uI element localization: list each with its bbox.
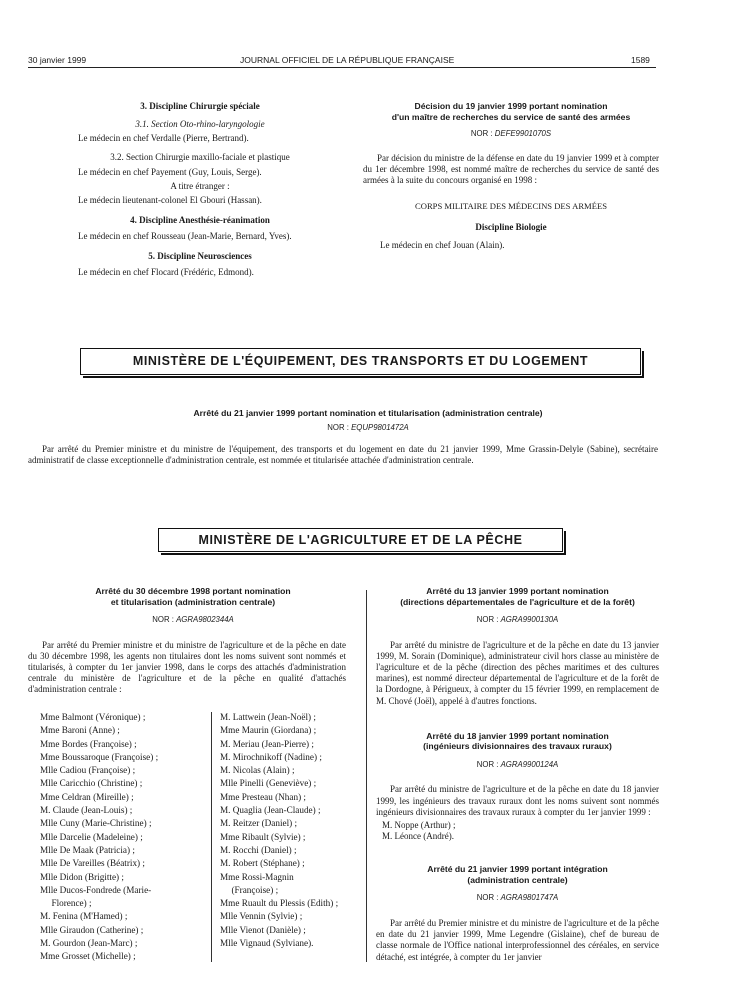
names-divider (211, 712, 212, 962)
name-list-item: Mlle Caricchio (Christine) ; (40, 778, 143, 789)
decision-title-line2: d'un maître de recherches du service de santé des armées (391, 111, 631, 122)
name-list-item: Mme Celdran (Mireille) ; (40, 791, 134, 802)
name-list-item: Mlle De Vareilles (Béatrix) ; (40, 858, 145, 869)
journal-title: JOURNAL OFFICIEL DE LA RÉPUBLIQUE FRANÇAISE (240, 55, 455, 65)
top-left-line: 3. Discipline Chirurgie spéciale (140, 101, 260, 111)
nor-label: NOR : (476, 893, 499, 903)
ministry-agriculture-box (158, 528, 563, 552)
arrete-18jan-title-line1: Arrêté du 18 janvier 1999 portant nomination (426, 730, 609, 741)
name-list-item: M. Nicolas (Alain) ; (220, 765, 295, 776)
top-left-line: Le médecin lieutenant-colonel El Gbouri (Hassan). (78, 194, 262, 205)
arrete-equip-title: Arrêté du 21 janvier 1999 portant nomination et titularisation (administration centrale) (193, 408, 543, 418)
arrete-18jan-nor (376, 759, 659, 772)
nor-label: NOR : (327, 423, 349, 432)
decision-paragraph: Par décision du ministre de la défense en date du 19 janvier 1999 et à compter du 1er décembre 1998, est nommé maître de recherches du service de santé des armées à la suite du concours organisé en 1998 : (363, 152, 659, 185)
name-list-item: M. Reitzer (Daniel) ; (220, 818, 298, 829)
name-list-item: Mlle Cuny (Marie-Christine) ; (40, 818, 152, 829)
name-list-item: Florence) ; (40, 898, 92, 909)
name-list-item: M. Claude (Jean-Louis) ; (40, 805, 133, 816)
arrete-30dec-nor (28, 614, 358, 627)
column-divider (366, 590, 367, 962)
header-date: 30 janvier 1999 (28, 55, 87, 65)
arrete-21jan-title-line1: Arrêté du 21 janvier 1999 portant intégration (427, 864, 608, 875)
ministry-equipement-box (80, 348, 641, 375)
name-list-item: Mme Maurin (Giordana) ; (220, 725, 317, 736)
ministry-equipement-title: MINISTÈRE DE L'ÉQUIPEMENT, DES TRANSPORTS ET DU LOGEMENT (132, 354, 589, 368)
name-list-item: M. Meriau (Jean-Pierre) ; (220, 738, 314, 749)
arrete-equip-nor (28, 423, 708, 432)
name-list-item: Mlle Giraudon (Catherine) ; (40, 924, 144, 935)
name-list-item: Mlle Cadiou (Françoise) ; (40, 765, 136, 776)
nor-label: NOR : (476, 759, 499, 769)
name-list-item: M. Fenina (M'Hamed) ; (40, 911, 128, 922)
name-list-item: Mme Ribault (Sylvie) ; (220, 831, 306, 842)
arrete-18jan-name2: M. Léonce (André). (382, 831, 454, 842)
top-left-line: 3.2. Section Chirurgie maxillo-faciale et plastique (110, 151, 290, 162)
top-left-line: Le médecin en chef Verdalle (Pierre, Bertrand). (78, 133, 249, 144)
nor-code: AGRA9900124A (500, 759, 559, 769)
decision-nor (363, 128, 659, 141)
right-column-bottom (376, 586, 659, 963)
name-list-item: Mme Balmont (Véronique) ; (40, 712, 146, 722)
name-list-item: Mme Rossi-Magnin (220, 871, 294, 882)
top-left-line: Le médecin en chef Payement (Guy, Louis, Serge). (78, 167, 262, 178)
arrete-30dec-paragraph: Par arrêté du Premier ministre et du ministre de l'agriculture et de la pêche en date du 30 décembre 1998, les agents non titulaires dont les noms suivent sont nommés et titularisés, à compter du 1er janvier 1998, dans le corps des attachés d'administration centrale du ministère de l'agriculture et de la pêche en qualité d'attachés d'administration centrale : (28, 639, 346, 695)
name-list-item: (Françoise) ; (220, 884, 279, 895)
arrete-30dec-title-line2: et titularisation (administration centrale) (110, 596, 276, 607)
decision-section (363, 101, 659, 252)
name-list-item: Mme Bordes (Françoise) ; (40, 738, 137, 749)
nor-code: EQUP9801472A (351, 423, 409, 432)
arrete-equip-paragraph: Par arrêté du Premier ministre et du ministre de l'équipement, des transports et du logement en date du 21 janvier 1999, Mme Grassin-Delyle (Sabine), secrétaire administratif de classe exceptionnelle d'administration centrale, est nommée et titularisée attachée d'administration centrale. (28, 444, 658, 466)
decision-title-line1: Décision du 19 janvier 1999 portant nomination (414, 101, 608, 111)
top-left-line: 4. Discipline Anesthésie-réanimation (130, 215, 270, 226)
top-left-line: 5. Discipline Neurosciences (148, 251, 252, 262)
name-list-item: Mlle Vennin (Sylvie) ; (220, 911, 303, 922)
arrete-13jan-paragraph: Par arrêté du ministre de l'agriculture et de la pêche en date du 13 janvier 1999, M. Sorain (Dominique), administrateur civil hors classe au ministère de l'agriculture et de la pêche (direction des pêches maritimes et des cultures marines), est nommé directeur départemental de l'agriculture et de la forêt de la Dordogne, à Périgueux, à compter du 15 février 1999, en remplacement de M. Chové (Joël), appelé à d'autres fonctions. (376, 639, 659, 706)
arrete-18jan-title-line2: (ingénieurs divisionnaires des travaux ruraux) (423, 741, 612, 752)
arrete-13jan-nor (376, 614, 659, 627)
name-list-item: Mme Grosset (Michelle) ; (40, 951, 136, 962)
arrete-18jan-name1: M. Noppe (Arthur) ; (382, 820, 456, 831)
name-list-item: Mlle Ducos-Fondrede (Marie- (40, 884, 152, 895)
nor-label: NOR : (152, 615, 174, 624)
name-list-item: Mme Boussaroque (Françoise) ; (40, 751, 159, 762)
names-list-left (40, 711, 210, 964)
name-list-item: M. Rocchi (Daniel) ; (220, 844, 297, 855)
name-list-item: Mme Ruault du Plessis (Edith) ; (220, 898, 339, 909)
nor-code: AGRA9801747A (500, 893, 559, 903)
name-list-item: M. Quaglia (Jean-Claude) ; (220, 805, 321, 816)
arrete-30dec-section (28, 586, 358, 696)
name-list-item: Mlle Didon (Brigitte) ; (40, 871, 124, 882)
names-list-right (220, 711, 370, 950)
nor-label: NOR : (476, 615, 499, 624)
decision-discipline: Discipline Biologie (475, 221, 547, 232)
ministry-agriculture-title: MINISTÈRE DE L'AGRICULTURE ET DE LA PÊCHE (198, 533, 523, 547)
name-list-item: Mlle Vienot (Danièle) ; (220, 924, 306, 935)
top-left-line: Le médecin en chef Flocard (Frédéric, Edmond). (78, 266, 254, 277)
top-left-line: Le médecin en chef Rousseau (Jean-Marie, Bernard, Yves). (78, 230, 292, 241)
nor-code: DEFE9901070S (494, 129, 552, 138)
name-list-item: Mlle De Maak (Patricia) ; (40, 844, 135, 855)
name-list-item: M. Mirochnikoff (Nadine) ; (220, 751, 322, 762)
name-list-item: Mlle Vignaud (Sylviane). (220, 938, 314, 949)
top-left-line: 3.1. Section Oto-rhino-laryngologie (135, 118, 265, 129)
nor-code: AGRA9802344A (176, 615, 234, 624)
arrete-18jan-paragraph: Par arrêté du ministre de l'agriculture et de la pêche en date du 18 janvier 1999, les ingénieurs des travaux ruraux dont les noms suivent sont nommés ingénieurs divisionnaires des travaux ruraux à compter du 1er janvier 1999 : (376, 784, 659, 817)
decision-corps: CORPS MILITAIRE DES MÉDECINS DES ARMÉES (415, 201, 607, 212)
name-list-item: M. Lattwein (Jean-Noël) ; (220, 712, 316, 722)
arrete-13jan-title-line2: (directions départementales de l'agriculture et de la forêt) (400, 596, 635, 607)
page-number: 1589 (631, 55, 650, 65)
name-list-item: Mlle Darcelie (Madeleine) ; (40, 831, 143, 842)
name-list-item: Mlle Pinelli (Geneviève) ; (220, 778, 317, 789)
decision-name: Le médecin en chef Jouan (Alain). (380, 240, 505, 251)
top-left-line: A titre étranger : (170, 180, 230, 191)
arrete-21jan-nor (376, 892, 659, 905)
arrete-21jan-title-line2: (administration centrale) (467, 874, 568, 885)
nor-code: AGRA9900130A (500, 615, 559, 624)
arrete-30dec-title-line1: Arrêté du 30 décembre 1998 portant nomination (95, 586, 291, 596)
name-list-item: M. Robert (Stéphane) ; (220, 858, 305, 869)
name-list-item: Mme Baroni (Anne) ; (40, 725, 120, 736)
arrete-21jan-paragraph: Par arrêté du Premier ministre et du ministre de l'agriculture et de la pêche en date du 21 janvier 1999, Mme Legendre (Gislaine), chef de bureau de classe normale de l'Office national interprofessionnel des céréales, en service détaché, est intégrée, à compter du 1er janvier (376, 918, 659, 962)
arrete-13jan-title-line1: Arrêté du 13 janvier 1999 portant nomination (426, 586, 609, 596)
name-list-item: M. Gourdon (Jean-Marc) ; (40, 938, 138, 949)
nor-label: NOR : (470, 129, 493, 138)
top-left-column (78, 100, 322, 279)
header-rule (28, 67, 656, 68)
name-list-item: Mme Presteau (Nhan) ; (220, 791, 306, 802)
